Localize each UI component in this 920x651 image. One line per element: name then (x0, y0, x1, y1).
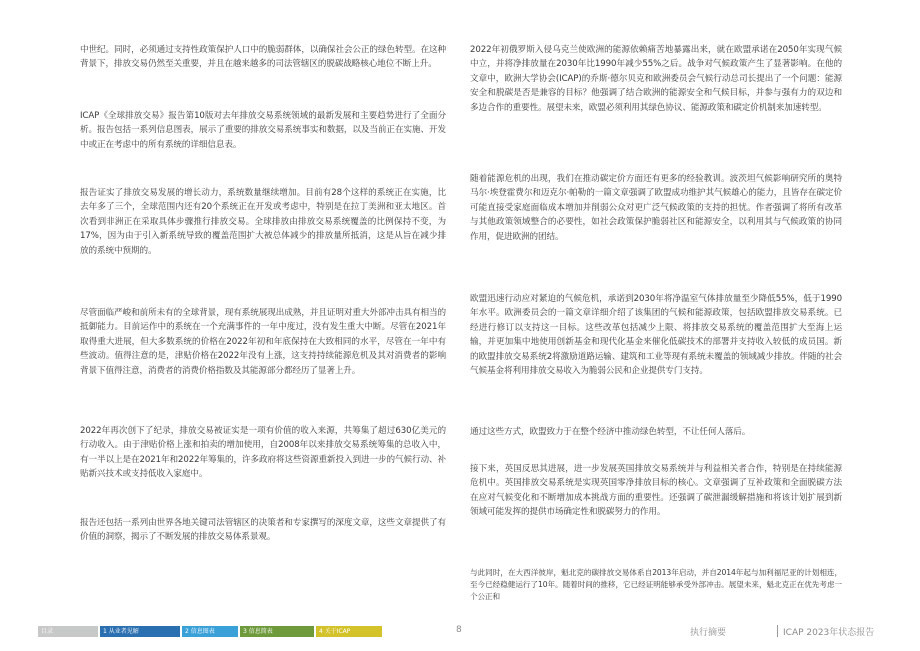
paragraph: 通过这些方式，欧盟致力于在整个经济中推动绿色转型，不让任何人落后。 (470, 427, 751, 437)
paragraph: 随着能源危机的出现，我们在推动碳定价方面还有更多的经验教训。波茨坦气候影响研究所的奥特马尔·埃登霍费尔和迈克尔·帕勒的一篇文章强调了欧盟成功维护其气候雄心的能力，且皆存在碳定价可能直接受家庭面临成本增加并削弱公众对更广泛气候政策的支持的担忧。作者强调了将所有改革与其他政策领域整合的必要性，如社会政策保护脆弱社区和能源安全，以利用其与气候政策的协同作用，促进欧洲的团结。 (470, 174, 842, 242)
paragraph: 报告还包括一系列由世界各地关键司法管辖区的决策者和专家撰写的深度文章，这些文章提供了有价值的洞察，揭示了不断发展的排放交易体系景观。 (80, 518, 446, 543)
report-name: ICAP 2023年状态报告 (783, 628, 875, 638)
tab-practitioner-insights[interactable]: 1 从业者见解 (100, 626, 180, 637)
paragraph: 尽管面临严峻和前所未有的全球背景，现有系统展现出成熟，并且证明对重大外部冲击具有相当的抵御能力。目前运作中的系统在一个充满事件的一年中度过，没有发生重大中断。尽管在2021年取得重大进展，但大多数系统的价格在2022年初和年底保持在大致相同的水平，尽管在一年中有些波动。值得注意的是，津贴价格在2022年没有上涨，这支持持续能源危机及其对消费者的影响背景下值得注意，消费者的消费价格指数及其能源部分都经历了显著上升。 (80, 308, 446, 376)
tab-about-icap[interactable]: 4 关于ICAP (316, 626, 382, 637)
tab-factsheets[interactable]: 3 信息简表 (240, 626, 314, 637)
paragraph: 与此同时，在大西洋彼岸，魁北克的碳排放交易体系自2013年启动，并自2014年起与加利福尼亚的计划相连，至今已经稳健运行了10年。随着时间的推移，它已经证明能够承受外部冲击。展望未来，魁北克正在优先考虑一个公正和 (470, 568, 842, 602)
tab-infographics[interactable]: 2 信息图表 (182, 626, 238, 637)
paragraph: 2022年初俄罗斯入侵乌克兰使欧洲的能源依赖痛苦地暴露出来，就在欧盟承诺在2050年实现气候中立，并将净排放量在2030年比1990年减少55%之后。战争对气候政策产生了显著影响。在他的文章中，欧洲大学协会(ICAP)的乔斯·德尔贝克和欧洲委员会气候行动总司长提出了一个问题：能源安全和脱碳是否是兼容的目标？他强调了结合欧洲的能源安全和气候目标，并参与强有力的双边和多边合作的重要性。展望未来，欧盟必须利用其绿色协议、能源政策和碳定价机制来加速转型。 (470, 45, 842, 113)
paragraph: ICAP《全球排放交易》报告第10版对去年排放交易系统领域的最新发展和主要趋势进行了全面分析。报告包括一系列信息图表，展示了重要的排放交易系统事实和数据，以及当前正在实施、开发中或正在考虑中的所有系统的详细信息表。 (80, 111, 446, 150)
footer (0, 623, 920, 639)
paragraph: 中世纪。同时，必须通过支持性政策保护人口中的脆弱群体，以确保社会公正的绿色转型。在这种背景下，排放交易仍然至关重要，并且在越来越多的司法管辖区的脱碳战略核心地位不断上升。 (80, 45, 446, 70)
footer-divider (777, 625, 778, 637)
section-name: 执行摘要 (690, 628, 727, 638)
paragraph: 报告证实了排放交易发展的增长动力，系统数量继续增加。目前有28个这样的系统正在实施，比去年多了三个，全球范围内还有20个系统正在开发或考虑中，特别是在拉丁美洲和亚太地区。首次看到非洲正在采取具体步骤推行排放交易。全球排放由排放交易系统覆盖的比例保持不变，为17%，因为由于引入新系统导致的覆盖范围扩大被总体减少的排放量所抵消，这是从旨在减少排放的系统中预期的。 (80, 188, 446, 256)
paragraph: 2022年再次创下了纪录，排放交易被证实是一项有价值的收入来源，共筹集了超过630亿美元的行动收入。由于津贴价格上涨和拍卖的增加使用，自2008年以来排放交易系统筹集的总收入中，有一半以上是在2021年和2022年筹集的，许多政府将这些资源重新投入到进一步的气候行动、补贴新兴技术或支持低收入家庭中。 (80, 426, 446, 480)
page-number: 8 (456, 625, 462, 635)
paragraph: 接下来，英国反思其进展，进一步发展英国排放交易系统并与利益相关者合作，特别是在持续能源危机中。英国排放交易系统是实现英国零净排放目标的核心。文章强调了互补政策和全面脱碳方法在应对气候变化和不断增加成本挑战方面的重要性。还强调了碳泄漏缓解措施和将该计划扩展到新领域可能发挥的提供市场确定性和脱碳努力的作用。 (470, 464, 842, 518)
tab-contents[interactable]: 目录 (38, 626, 98, 637)
paragraph: 欧盟迅速行动应对紧迫的气候危机，承诺到2030年将净温室气体排放量至少降低55%，低于1990年水平。欧洲委员会的一篇文章详细介绍了该集团的气候和能源政策，包括欧盟排放交易系统。已经进行修订以支持这一目标。这些改革包括减少上限、将排放交易系统的覆盖范围扩大至海上运输，并更加集中地使用创新基金和现代化基金来催化低碳技术的部署并支持收入较低的成员国。新的欧盟排放交易系统2将激励道路运输、建筑和工业等现有系统未覆盖的领域减少排放。伴随的社会气候基金将利用排放交易收入为脆弱公民和企业提供专门支持。 (470, 294, 842, 377)
